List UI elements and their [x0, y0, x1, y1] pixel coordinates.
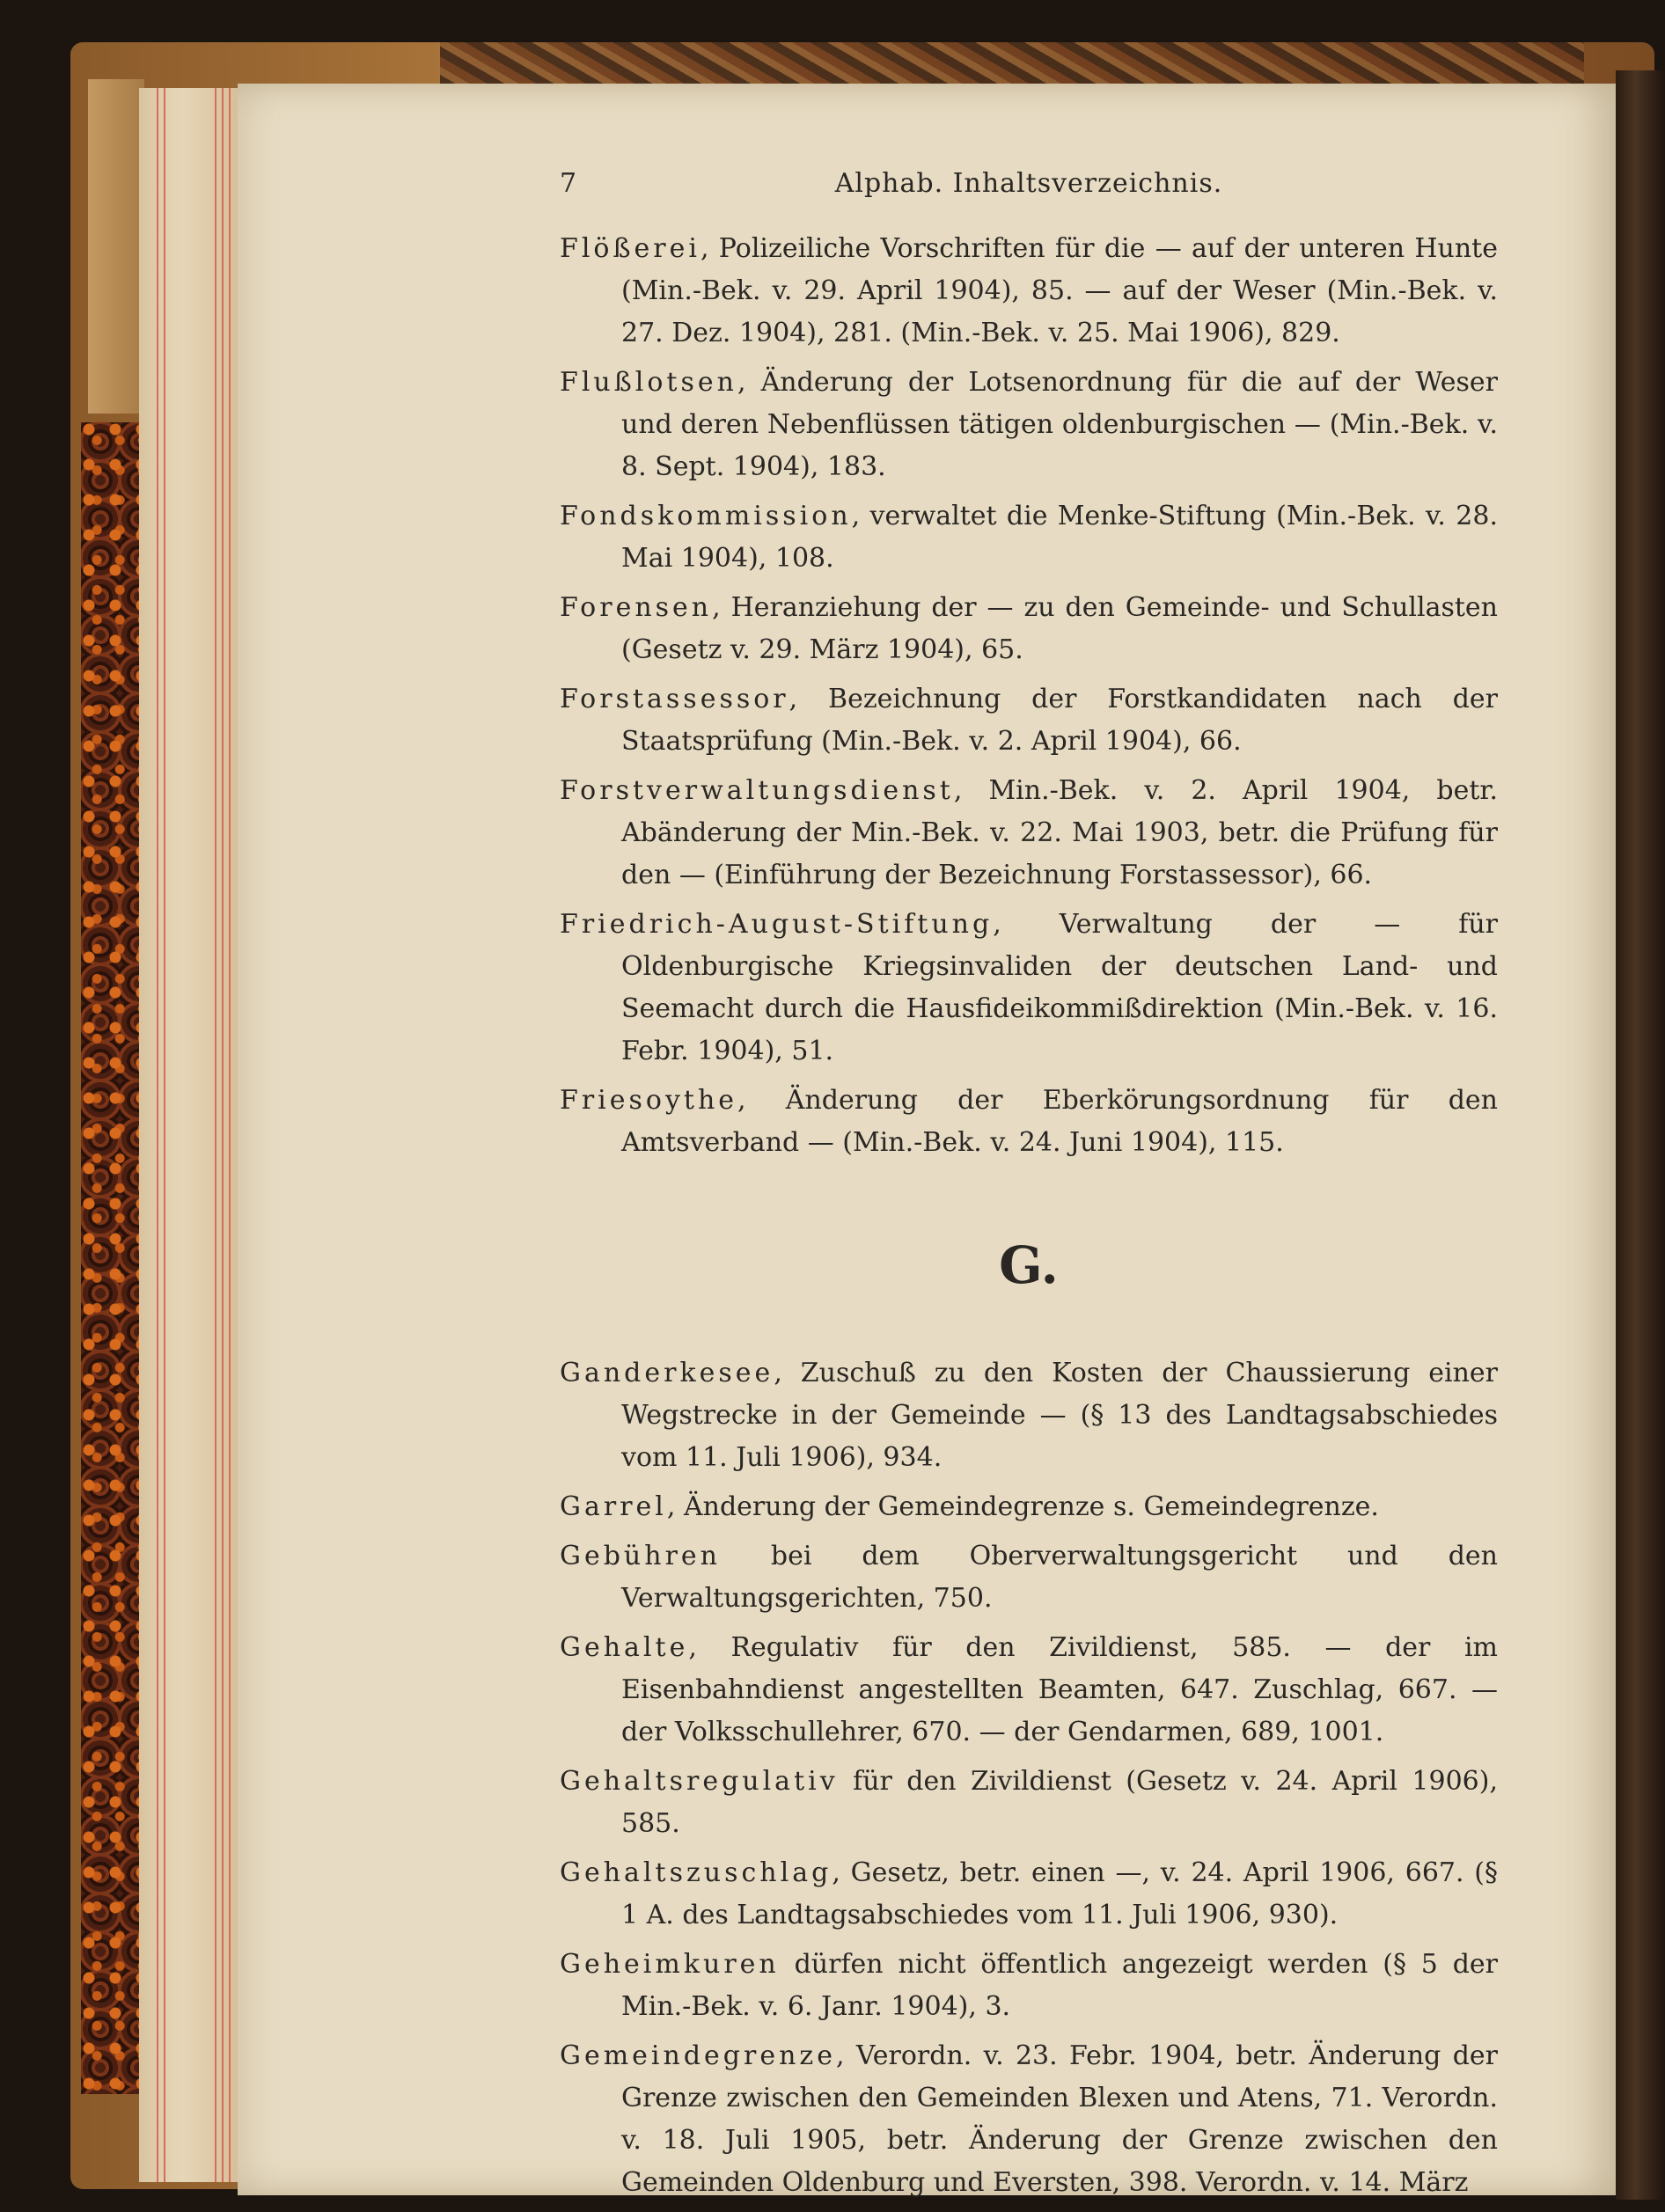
- entry-body: , Änderung der Lotsenordnung für die auf der Weser und deren Nebenflüssen tätigen oldenburgischen — (Min.-Bek. v. 8. Sept. 1904), 183.: [621, 367, 1498, 482]
- entry-body: , Bezeichnung der Forstkandidaten nach der Staatsprüfung (Min.-Bek. v. 2. April 1904), 66.: [621, 684, 1498, 757]
- index-entry: [560, 587, 1498, 671]
- entry-headword: Garrel: [560, 1491, 667, 1522]
- index-entry: [560, 1352, 1498, 1479]
- index-entry: [560, 770, 1498, 897]
- index-entry: [560, 1627, 1498, 1754]
- entry-headword: Gemeindegrenze: [560, 2040, 836, 2071]
- entry-headword: Ganderkesee: [560, 1358, 774, 1388]
- entry-body: , Änderung der Gemeindegrenze s. Gemeindegrenze.: [666, 1491, 1379, 1522]
- page-header: [560, 163, 1498, 217]
- index-entry: [560, 1852, 1498, 1937]
- page-edge-line: [164, 88, 165, 2182]
- entry-headword: Forensen: [560, 592, 713, 623]
- spine-leather: [88, 79, 144, 414]
- page-edge-line: [229, 88, 231, 2182]
- entry-body: , Polizeiliche Vorschriften für die — auf der unteren Hunte (Min.-Bek. v. 29. April 1904), 85. — auf der Weser (Min.-Bek. v. 27. Dez. 1904), 281. (Min.-Bek. v. 25. Mai 1906), 829.: [621, 233, 1498, 348]
- entry-body: , Heranziehung der — zu den Gemeinde- und Schullasten (Gesetz v. 29. März 1904), 65.: [621, 592, 1498, 665]
- index-entry: [560, 904, 1498, 1073]
- entry-body: , Zuschuß zu den Kosten der Chaussierung einer Wegstrecke in der Gemeinde — (§ 13 des Landtagsabschiedes vom 11. Juli 1906), 934.: [621, 1358, 1498, 1473]
- entry-headword: Friedrich-August-Stiftung: [560, 909, 994, 940]
- page-edge-line: [215, 88, 216, 2182]
- entry-headword: Flößerei: [560, 233, 700, 264]
- entry-headword: Gebühren: [560, 1541, 721, 1571]
- marbled-cover-edge: [81, 422, 144, 2094]
- entry-headword: Friesoythe: [560, 1085, 738, 1116]
- entry-body: , verwaltet die Menke-Stiftung (Min.-Bek. v. 28. Mai 1904), 108.: [621, 501, 1498, 574]
- entry-headword: Forstverwaltungsdienst: [560, 775, 954, 806]
- section-letter: G.: [999, 1235, 1059, 1295]
- index-entry: [560, 228, 1498, 355]
- index-entry: [560, 1080, 1498, 1164]
- entry-headword: Gehalte: [560, 1632, 689, 1663]
- entry-body: dürfen nicht öffentlich angezeigt werden (§ 5 der Min.-Bek. v. 6. Janr. 1904), 3.: [621, 1949, 1498, 2022]
- index-entry: [560, 1761, 1498, 1845]
- entry-body: , Änderung der Eberkörungsordnung für den Amtsverband — (Min.-Bek. v. 24. Juni 1904), 115.: [621, 1085, 1498, 1158]
- entry-body: , Gesetz, betr. einen —, v. 24. April 1906, 667. (§ 1 A. des Landtagsabschiedes vom 11. Juli 1906, 930).: [621, 1857, 1498, 1930]
- right-page-edge: [1616, 70, 1665, 2200]
- entry-headword: Gehaltsregulativ: [560, 1766, 839, 1797]
- entry-headword: Fondskommission: [560, 501, 852, 531]
- index-entry: [560, 2035, 1498, 2204]
- entry-headword: Geheimkuren: [560, 1949, 780, 1980]
- entry-body: , Min.-Bek. v. 2. April 1904, betr. Abänderung der Min.-Bek. v. 22. Mai 1903, betr. die Prüfung für den — (Einführung der Bezeichnung Forstassessor), 66.: [621, 775, 1498, 890]
- entry-body: , Verordn. v. 23. Febr. 1904, betr. Änderung der Grenze zwischen den Gemeinden Blexen und Atens, 71. Verordn. v. 18. Juli 1905, betr. Änderung der Grenze zwischen den Gemeinden Oldenburg und Eversten, 398. Verordn. v. 14. März: [621, 2040, 1498, 2198]
- index-entry: [560, 362, 1498, 488]
- entry-headword: Gehaltszuschlag: [560, 1857, 832, 1888]
- entry-list-f: [560, 228, 1498, 1164]
- index-entry: [560, 1486, 1498, 1528]
- entry-body: für den Zivildienst (Gesetz v. 24. April 1906), 585.: [621, 1766, 1498, 1839]
- page-text: [560, 163, 1498, 2211]
- entry-body: , Regulativ für den Zivildienst, 585. — der im Eisenbahndienst angestellten Beamten, 647. Zuschlag, 667. — der Volksschullehrer, 670. — der Gendarmen, 689, 1001.: [621, 1632, 1498, 1747]
- index-entry: [560, 678, 1498, 763]
- index-entry: [560, 1535, 1498, 1620]
- page-edge-line: [222, 88, 224, 2182]
- entry-headword: Forstassessor: [560, 684, 789, 714]
- entry-body: , Verwaltung der — für Oldenburgische Kriegsinvaliden der deutschen Land- und Seemacht durch die Hausfideikommißdirektion (Min.-Bek. v. 16. Febr. 1904), 51.: [621, 909, 1498, 1066]
- index-entry: [560, 1944, 1498, 2028]
- entry-headword: Flußlotsen: [560, 367, 737, 398]
- page-edge-line: [157, 88, 158, 2182]
- page-number: 7: [560, 168, 577, 199]
- entry-body: bei dem Oberverwaltungsgericht und den Verwaltungsgerichten, 750.: [621, 1541, 1498, 1614]
- running-title: Alphab. Inhaltsverzeichnis.: [834, 168, 1223, 199]
- entry-list-g: [560, 1352, 1498, 2204]
- index-entry: [560, 495, 1498, 580]
